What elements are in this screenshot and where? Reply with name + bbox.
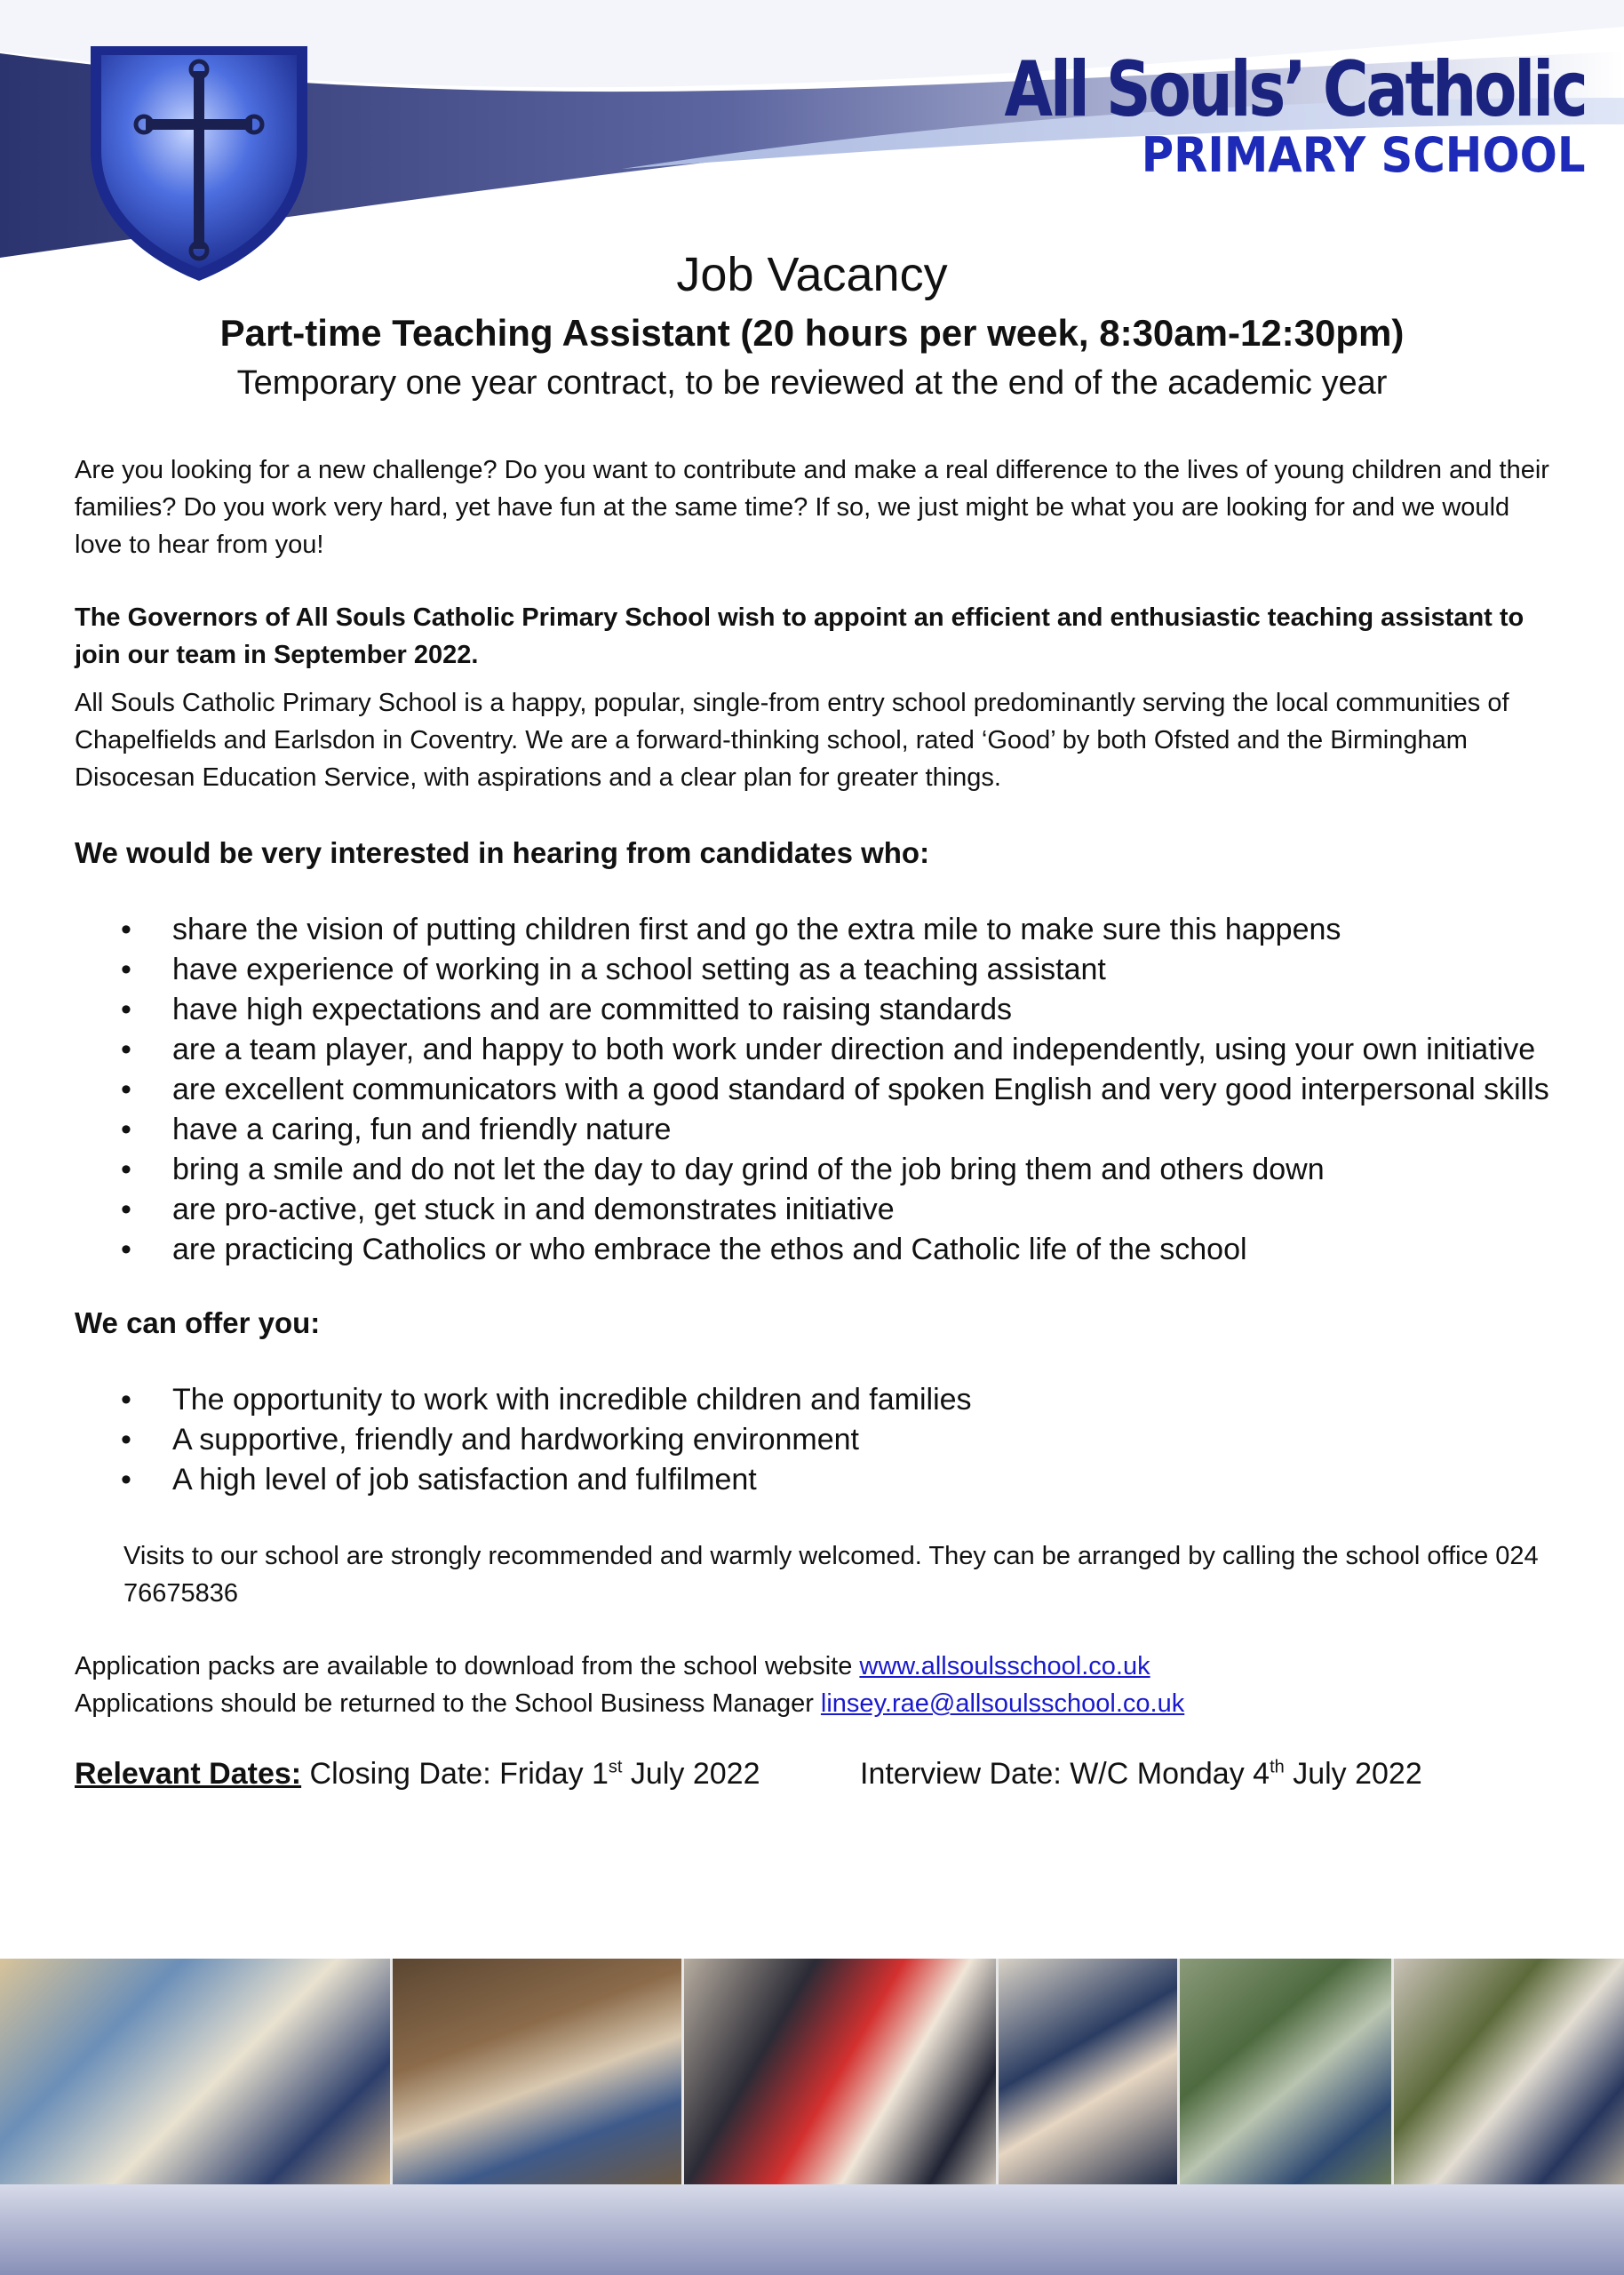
job-title: Part-time Teaching Assistant (20 hours per week, 8:30am-12:30pm) bbox=[219, 312, 1405, 354]
list-item: • are pro-active, get stuck in and demonstrates initiative bbox=[75, 1190, 1549, 1230]
footer-band bbox=[0, 2184, 1624, 2275]
photo-children-computer bbox=[999, 1959, 1180, 2184]
photo-alpaca-visit bbox=[393, 1959, 683, 2184]
offer-list bbox=[75, 1380, 1549, 1500]
list-item: • have experience of working in a school setting as a teaching assistant bbox=[75, 950, 1549, 990]
list-item: • have high expectations and are committed to raising standards bbox=[75, 990, 1549, 1030]
school-description-paragraph: All Souls Catholic Primary School is a happy, popular, single-from entry school predominantly serving the local communities of Chapelfields and Earlsdon in Coventry. We are a forward-thinking school, rated ‘Good’ by both Ofsted and the Birmingham Disocesan Education Service, with aspirations and a clear plan for greater things. bbox=[75, 689, 1509, 792]
candidates-list bbox=[75, 910, 1549, 1270]
photo-dinosaur-visit bbox=[1394, 1959, 1624, 2184]
interview-date-month: July 2022 bbox=[1284, 1757, 1422, 1791]
list-item: • bring a smile and do not let the day to day grind of the job bring them and others down bbox=[75, 1150, 1549, 1190]
photo-hall-activity bbox=[1180, 1959, 1394, 2184]
candidates-heading: We would be very interested in hearing from candidates who: bbox=[75, 836, 930, 869]
list-item: • are a team player, and happy to both work under direction and independently, using your own initiative bbox=[75, 1030, 1549, 1070]
page-title: Job Vacancy bbox=[676, 248, 948, 301]
main-content bbox=[75, 451, 1549, 1799]
photo-pupil-writing bbox=[0, 1959, 393, 2184]
school-logo-text bbox=[877, 45, 1585, 183]
website-link[interactable]: www.allsoulsschool.co.uk bbox=[859, 1652, 1150, 1680]
list-item: • have a caring, fun and friendly nature bbox=[75, 1110, 1549, 1150]
closing-date bbox=[301, 1757, 760, 1791]
photo-strip bbox=[0, 1959, 1624, 2184]
contract-subtitle: Temporary one year contract, to be reviewed at the end of the academic year bbox=[236, 364, 1388, 402]
list-item: • A high level of job satisfaction and fulfilment bbox=[75, 1460, 1549, 1500]
school-name-line2: PRIMARY SCHOOL bbox=[1141, 127, 1585, 183]
relevant-dates bbox=[75, 1754, 1549, 1799]
interview-date-ordinal: th bbox=[1270, 1757, 1285, 1777]
interview-date-text: Interview Date: W/C Monday 4 bbox=[860, 1757, 1270, 1791]
applications-line1: Application packs are available to download from the school website bbox=[75, 1652, 860, 1680]
list-item: • A supportive, friendly and hardworking environment bbox=[75, 1420, 1549, 1460]
photo-children-book bbox=[684, 1959, 999, 2184]
list-item: • are practicing Catholics or who embrace the ethos and Catholic life of the school bbox=[75, 1230, 1549, 1270]
governors-paragraph: The Governors of All Souls Catholic Primary School wish to appoint an efficient and enthusiastic teaching assistant to join our team in September 2022. bbox=[75, 603, 1524, 669]
intro-paragraph: Are you looking for a new challenge? Do you want to contribute and make a real difference to the lives of young children and their families? Do you work very hard, yet have fun at the same time? If so, we just might be what you are looking for and we would love to hear from you! bbox=[75, 456, 1549, 559]
school-name-line1: All Souls’ Catholic bbox=[1004, 45, 1585, 134]
offer-heading: We can offer you: bbox=[75, 1306, 321, 1339]
closing-date-month: July 2022 bbox=[622, 1757, 760, 1791]
interview-date bbox=[860, 1754, 1422, 1793]
title-block bbox=[0, 245, 1624, 407]
applications-info bbox=[75, 1648, 1549, 1722]
list-item: • The opportunity to work with incredible children and families bbox=[75, 1380, 1549, 1420]
dates-label: Relevant Dates: bbox=[75, 1757, 302, 1791]
email-link[interactable]: linsey.rae@allsoulsschool.co.uk bbox=[820, 1689, 1185, 1718]
visits-paragraph: Visits to our school are strongly recommended and warmly welcomed. They can be arranged by calling the school office 024 76675836 bbox=[123, 1542, 1539, 1608]
closing-date-ordinal: st bbox=[608, 1757, 623, 1777]
list-item: • are excellent communicators with a good standard of spoken English and very good interpersonal skills bbox=[75, 1070, 1549, 1110]
closing-date-text: Closing Date: Friday 1 bbox=[301, 1757, 609, 1791]
applications-line2: Applications should be returned to the School Business Manager bbox=[75, 1689, 821, 1718]
list-item: • share the vision of putting children first and go the extra mile to make sure this happens bbox=[75, 910, 1549, 950]
